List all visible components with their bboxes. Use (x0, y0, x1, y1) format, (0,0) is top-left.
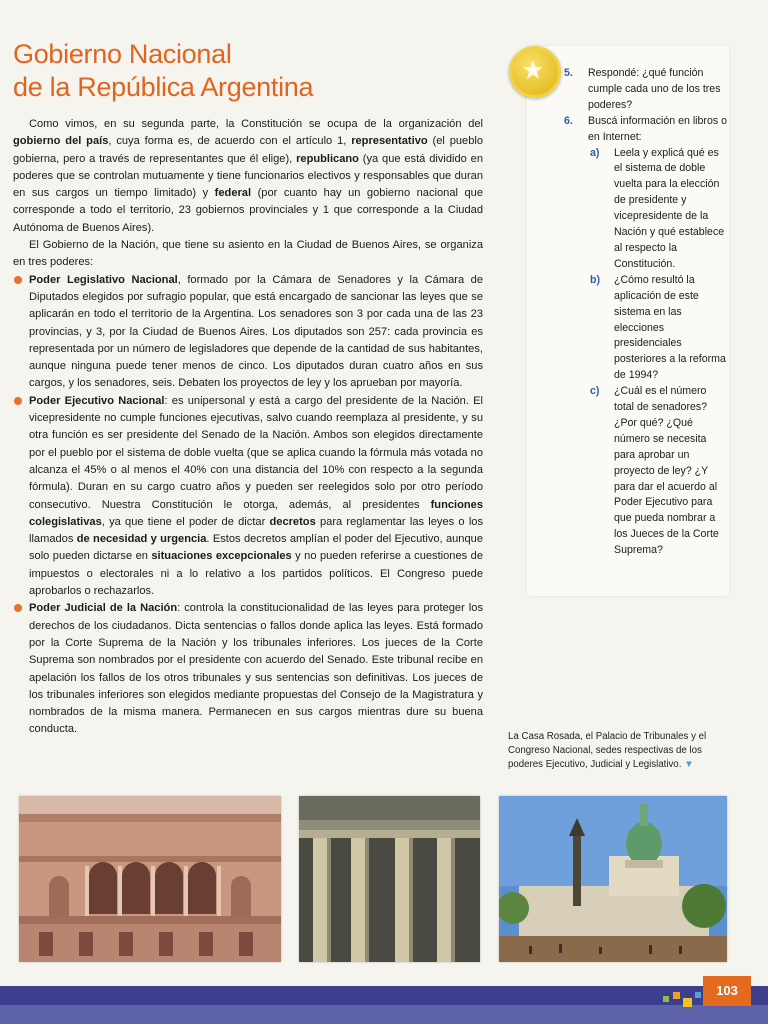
bold-term: situaciones excepcionales (151, 550, 292, 563)
bold-term: republicano (296, 152, 359, 165)
bold-term: Poder Ejecutivo Nacional (29, 394, 165, 407)
caption-text: La Casa Rosada, el Palacio de Tribunales y el Congreso Nacional, sedes respectivas de los poderes Ejecutivo, Judicial y Legislativo. (508, 731, 707, 770)
power-legislative (13, 272, 483, 393)
item-letter: c) (590, 385, 600, 398)
photo-casa-rosada (19, 796, 281, 962)
photo-congreso-nacional (499, 796, 727, 962)
item-text: Leela y explicá qué es el sistema de doble vuelta para la elección de presidente y vicepresidente de la Nación y qué establece al respecto la Constitución. (614, 146, 725, 270)
text-run: , ya que tiene el poder de dictar (101, 515, 270, 528)
item-text: ¿Cuál es el número total de senadores? ¿Por qué? ¿Qué número se necesita para aprobar un proyecto de ley? ¿Y para dar el acuerdo al Poder Ejecutivo para que pueda nombrar a los Jueces de la Corte Suprema? (614, 385, 719, 557)
question-6 (560, 114, 728, 559)
power-executive-text (29, 395, 483, 597)
medal-icon (509, 46, 561, 98)
text-run: , formado por la Cámara de Senadores y la Cámara de Diputados elegidos por sufragio popular, que está encargado de sancionar las leyes que se aplicarán en todo el territorio de la Argentina. Los senadores son 3 por cada una de las 23 provincias, y 3, por la Ciudad de Buenos Aires. Los diputados son 257: cada provincia es representada por un número de legisladores que depende de la cantidad de sus habitantes, aunque ninguna puede tener menos de cinco. Los diputados duran cuatro años en sus cargos, y los senadores, seis. Debaten los proyectos de ley y los aprueban por mayoría. (29, 273, 484, 390)
caption-arrow-icon: ▼ (684, 759, 694, 770)
text-run: , cuya forma es, de acuerdo con el artículo 1, (108, 135, 352, 148)
item-letter: b) (590, 273, 600, 286)
power-legislative-text (29, 274, 483, 390)
star-hand-icon (521, 58, 545, 82)
question-text: Buscá información en libros o en Internet: (588, 114, 727, 143)
text-run: : controla la constitucionalidad de las leyes para proteger los derechos de los ciudadanos. Dicta sentencias o fallos donde aplica las leyes. Está formado por la Corte Suprema de la Nación y los tribunales inferiores. Los jueces de la Corte Suprema son nombrados por el presidente con acuerdo del Senado. Este tribunal recibe en apelación los fallos de los otros tribunales y sus sentencias son definitivas. Los jueces de los tribunales inferiores son elegidos mediante propuestas del Consejo de la Magistratura y nombrados de la misma manera. Permanecen en sus cargos mientras dure su buena conducta. (29, 602, 483, 736)
bold-term: Poder Judicial de la Nación (29, 602, 178, 615)
bold-term: funciones colegislativas (29, 498, 483, 528)
item-text: ¿Cómo resultó la aplicación de este sistema en las elecciones presidenciales posteriores a la reforma de 1994? (614, 273, 726, 382)
power-judicial (13, 600, 483, 738)
bold-term: decretos (269, 515, 316, 528)
footer-strip (0, 1005, 768, 1024)
question-5 (560, 66, 728, 114)
photo-palacio-tribunales (299, 796, 480, 962)
text-run: . Estos decretos amplían el poder del Ejecutivo, aunque solo pueden dictarse en (29, 533, 483, 563)
text-run: Como vimos, en su segunda parte, la Constitución se ocupa de la organización del (29, 118, 483, 130)
bold-term: representativo (351, 135, 428, 148)
photo-caption (508, 730, 724, 772)
text-run: : es unipersonal y está a cargo del presidente de la Nación. El vicepresidente no cumple funciones ejecutivas, salvo cuando reemplaza al presidente, y su otra función es ser presidente del Senado de la Nación. Ambos son elegidos directamente por el pueblo por el sistema de doble vuelta (que se aplica cuando la fórmula más votada no alcanza el 45% o al menos el 40% con una distancia del 10% con respecto a la segunda fórmula). Duran en su cargo cuatro años y pueden ser reelegidos solo por otro período consecutivo. Nuestra Constitución le otorga, además, al presidentes (29, 394, 483, 511)
question-number: 6. (564, 114, 573, 127)
powers-list (13, 272, 483, 739)
question-text: Respondé: ¿qué función cumple cada uno de los tres poderes? (588, 67, 721, 111)
main-text (13, 116, 483, 739)
activities (560, 66, 728, 559)
power-executive (13, 393, 483, 601)
question-number: 5. (564, 67, 573, 79)
title-line-1: Gobierno Nacional (13, 39, 232, 69)
question-6b (560, 273, 728, 384)
intro-paragraph-2: El Gobierno de la Nación, que tiene su asiento en la Ciudad de Buenos Aires, se organiza en tres poderes: (13, 239, 483, 269)
text-run: (por cuanto hay un gobierno nacional que corresponde a todo el territorio, 23 gobiernos provinciales y 1 que corresponde a la Ciudad Autónoma de Buenos Aires). (13, 187, 483, 234)
bold-term: de necesidad y urgencia (76, 533, 207, 546)
bullet-icon (14, 276, 22, 284)
question-6c (560, 384, 728, 559)
title-line-2: de la República Argentina (13, 72, 314, 102)
power-judicial-text (29, 602, 483, 735)
question-6a (560, 146, 728, 273)
bold-term: federal (214, 187, 252, 200)
text-run: (ya que está dividido en poderes que se controlan mutuamente y tiene funcionarios electivos y responsables que duran en sus cargos un tiempo limitado) y (13, 152, 483, 200)
bold-term: gobierno del país (13, 135, 109, 148)
item-letter: a) (590, 146, 600, 159)
bold-term: Poder Legislativo Nacional (29, 273, 178, 286)
bullet-icon (14, 397, 22, 405)
text-run: para reglamentar las leyes o los llamados (29, 515, 483, 546)
page-title (13, 38, 393, 104)
bullet-icon (14, 604, 22, 612)
text-run: (el pueblo gobierna, pero a través de representantes que él elige), (13, 135, 484, 165)
page-number: 103 (703, 976, 751, 1006)
intro-paragraph-1 (13, 116, 483, 237)
text-run: y no pueden referirse a cuestiones de impuestos o electorales ni a lo relativo a los partidos políticos. El Congreso puede aprobarlos o rechazarlos. (29, 550, 483, 598)
